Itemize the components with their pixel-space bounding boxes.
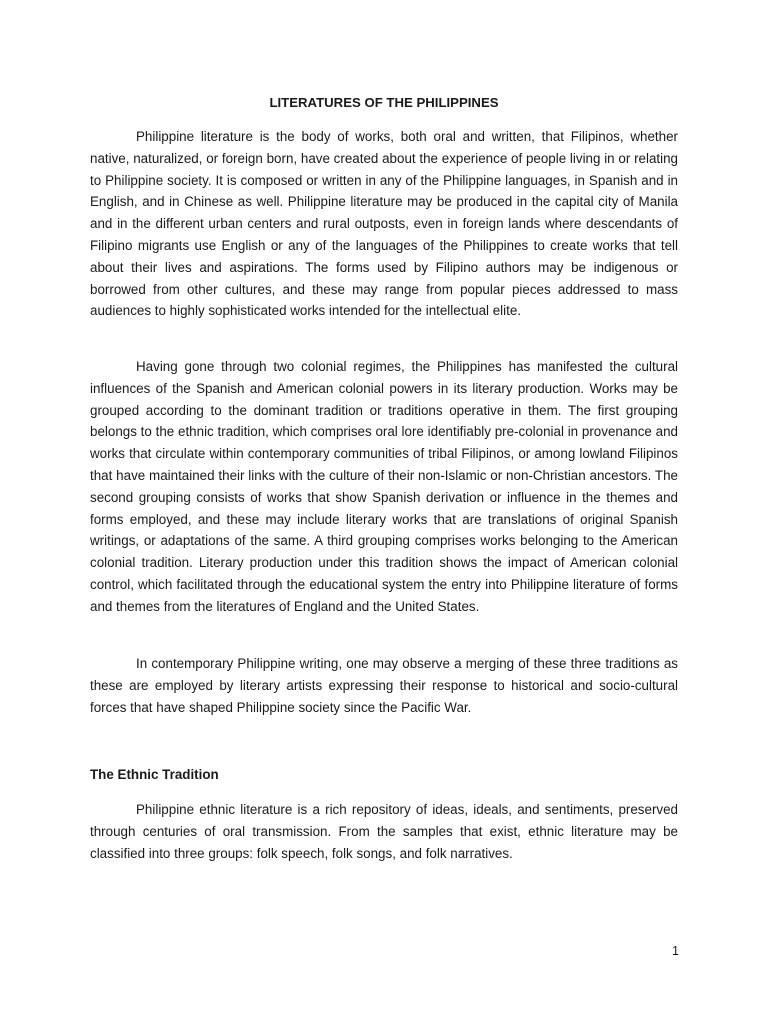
colonial-traditions-paragraph: Having gone through two colonial regimes, the Philippines has manifested the cultural influences of the Spanish and American colonial powers in its literary production. Works may be grouped according to the dominant tradition or traditions operative in them. The first grouping belongs to the ethnic tradition, which comprises oral lore identifiably pre-colonial in provenance and works that circulate within contemporary communities of tribal Filipinos, or among lowland Filipinos that have maintained their links with the culture of their non-Islamic or non-Christian ancestors. The second grouping consists of works that show Spanish derivation or influence in the themes and forms employed, and these may include literary works that are translations of original Spanish writings, or adaptations of the same. A third grouping comprises works belonging to the American colonial tradition. Literary production under this tradition shows the impact of American colonial control, which facilitated through the educational system the entry into Philippine literature of forms and themes from the literatures of England and the United States. [90, 359, 678, 614]
section-heading: The Ethnic Tradition [90, 767, 219, 782]
document-title: LITERATURES OF THE PHILIPPINES [269, 95, 499, 110]
contemporary-writing-paragraph: In contemporary Philippine writing, one may observe a merging of these three traditions as these are employed by literary artists expressing their response to historical and socio-cultural forces that have shaped Philippine society since the Pacific War. [90, 656, 678, 715]
page-number: 1 [672, 944, 679, 958]
intro-paragraph: Philippine literature is the body of works, both oral and written, that Filipinos, whether native, naturalized, or foreign born, have created about the experience of people living in or relating to Philippine society. It is composed or written in any of the Philippine languages, in Spanish and in English, and in Chinese as well. Philippine literature may be produced in the capital city of Manila and in the different urban centers and rural outposts, even in foreign lands where descendants of Filipino migrants use English or any of the languages of the Philippines to create works that tell about their lives and aspirations. The forms used by Filipino authors may be indigenous or borrowed from other cultures, and these may range from popular pieces addressed to mass audiences to highly sophisticated works intended for the intellectual elite. [90, 129, 678, 319]
ethnic-tradition-paragraph: Philippine ethnic literature is a rich repository of ideas, ideals, and sentiments, preserved through centuries of oral transmission. From the samples that exist, ethnic literature may be classified into three groups: folk speech, folk songs, and folk narratives. [90, 802, 678, 861]
